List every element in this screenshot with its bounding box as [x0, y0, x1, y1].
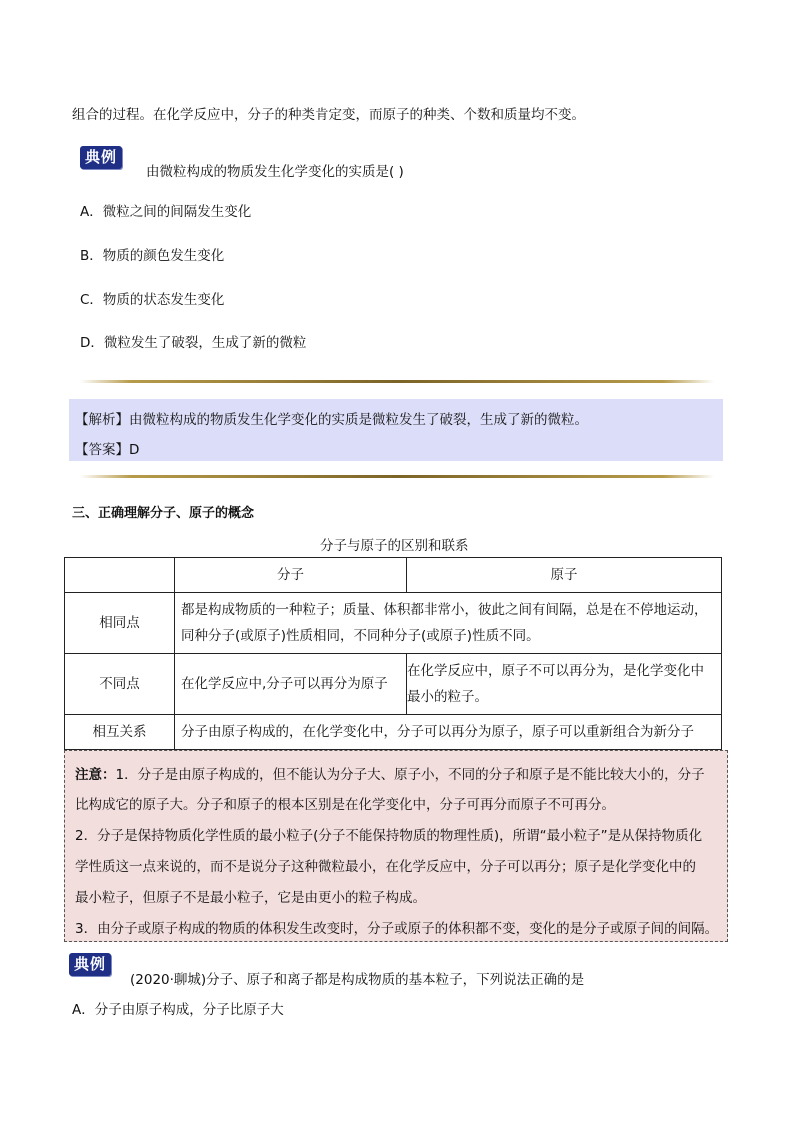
comparison-table — [64, 557, 722, 750]
note-line-5: 最小粒子，但原子不是最小粒子，它是由更小的粒子构成。 — [75, 890, 426, 906]
relation-content: 分子由原子构成的，在化学变化中，分子可以再分为原子，原子可以重新组合为新分子 — [175, 715, 722, 750]
note-text-1: 1．分子是由原子构成的，但不能认为分子大、原子小，不同的分子和原子是不能比较大小的，分子 — [115, 767, 705, 783]
section-title: 三、正确理解分子、原子的概念 — [72, 506, 255, 521]
header-atom: 原子 — [407, 558, 722, 593]
answer-line — [75, 438, 139, 458]
answer-label: 【答案】 — [75, 442, 129, 458]
example-badge-label: 典例 — [80, 146, 122, 169]
diff-molecule: 在化学反应中,分子可以再分为原子 — [175, 654, 407, 715]
table-caption: 分子与原子的区别和联系 — [320, 538, 469, 554]
note-line-3: 2．分子是保持物质化学性质的最小粒子(分子不能保持物质的物理性质)，所谓“最小粒子”是从保持物质化 — [75, 828, 703, 844]
example-question: 由微粒构成的物质发生化学变化的实质是( ) — [146, 164, 404, 180]
example2-badge — [69, 953, 111, 976]
option-c: C．物质的状态发生变化 — [80, 292, 225, 308]
table-row-diff — [65, 654, 722, 715]
divider-bottom — [80, 475, 714, 478]
diff-atom-line-2: 最小的粒子。 — [407, 689, 488, 705]
divider-top — [80, 380, 714, 383]
row-label-diff: 不同点 — [65, 654, 175, 715]
row-label-same: 相同点 — [65, 593, 175, 654]
note-box — [64, 750, 728, 942]
analysis-box — [69, 399, 723, 461]
note-label: 注意： — [75, 767, 116, 783]
header-molecule: 分子 — [175, 558, 407, 593]
note-line-4: 学性质这一点来说的，而不是说分子这种微粒最小，在化学反应中，分子可以再分；原子是化学变化中的 — [75, 859, 696, 875]
option-a: A．微粒之间的间隔发生变化 — [80, 204, 252, 220]
table-row-relation — [65, 715, 722, 750]
row-label-relation: 相互关系 — [65, 715, 175, 750]
example2-question: (2020·聊城)分子、原子和离子都是构成物质的基本粒子，下列说法正确的是 — [130, 972, 585, 988]
note-line-6: 3．由分子或原子构成的物质的体积发生改变时，分子或原子的体积都不变，变化的是分子或原子间的间隔。 — [75, 921, 719, 937]
header-empty — [65, 558, 175, 593]
intro-text: 组合的过程。在化学反应中，分子的种类肯定变，而原子的种类、个数和质量均不变。 — [72, 107, 585, 123]
diff-atom — [407, 654, 722, 715]
note-line-2: 比构成它的原子大。分子和原子的根本区别是在化学变化中，分子可再分而原子不可再分。 — [75, 797, 615, 813]
example2-option-a: A．分子由原子构成，分子比原子大 — [72, 1002, 284, 1018]
analysis-text: 由微粒构成的物质发生化学变化的实质是微粒发生了破裂，生成了新的微粒。 — [129, 412, 588, 428]
option-b: B．物质的颜色发生变化 — [80, 248, 225, 264]
same-line-1: 都是构成物质的一种粒子；质量、体积都非常小，彼此之间有间隔，总是在不停地运动， — [181, 602, 708, 618]
table-header-row — [65, 558, 722, 593]
example2-badge-label: 典例 — [69, 953, 111, 976]
analysis-line — [75, 408, 588, 428]
same-line-2: 同种分子(或原子)性质相同，不同种分子(或原子)性质不同。 — [181, 628, 540, 644]
example-badge — [80, 146, 122, 169]
option-d: D．微粒发生了破裂，生成了新的微粒 — [80, 335, 307, 351]
analysis-label: 【解析】 — [75, 412, 129, 428]
note-line-1 — [75, 763, 705, 783]
answer-value: D — [129, 442, 140, 458]
table-row-same — [65, 593, 722, 654]
row-same-content — [175, 593, 722, 654]
diff-atom-line-1: 在化学反应中，原子不可以再分为，是化学变化中 — [407, 663, 704, 679]
